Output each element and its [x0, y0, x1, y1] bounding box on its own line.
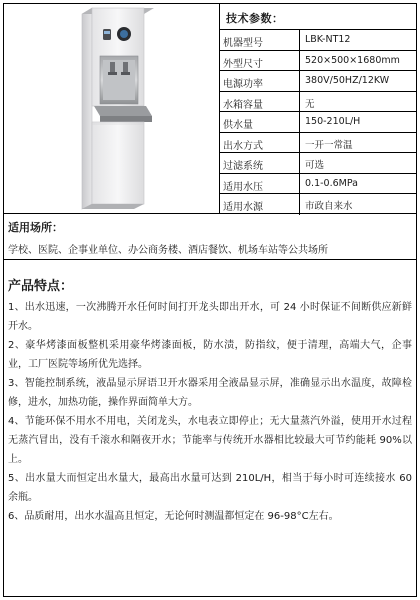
spec-key: 适用水源: [220, 194, 300, 215]
usage-section: [4, 214, 416, 260]
spec-key: 机器型号: [220, 30, 300, 50]
feature-item: 1、出水迅速，一次沸腾开水任何时间打开龙头即出开水，可 24 小时保证不间断供应新鲜开水。: [8, 302, 412, 332]
spec-row: [220, 51, 416, 72]
spec-row: [220, 153, 416, 174]
spec-value: 可选: [305, 160, 325, 171]
spec-key: 电源功率: [220, 71, 300, 91]
water-boiler-illustration: [4, 4, 219, 213]
spec-key: 过滤系统: [220, 153, 300, 173]
product-photo: [4, 4, 220, 214]
spec-key: 适用水压: [220, 174, 300, 194]
spec-value: 380V/50HZ/12KW: [305, 75, 390, 86]
spec-value: 市政自来水: [305, 201, 353, 212]
features-section: [4, 261, 416, 526]
usage-title: 适用场所：: [8, 221, 63, 234]
spec-value: LBK-NT12: [305, 34, 351, 45]
feature-item: 6、品质耐用，出水水温高且恒定，无论何时测温都恒定在 96-98°C左右。: [8, 511, 339, 522]
spec-key: 水箱容量: [220, 92, 300, 112]
spec-key: 出水方式: [220, 133, 300, 153]
spec-row: [220, 133, 416, 154]
feature-item: 4、节能环保不用水不用电，关闭龙头，水电表立即停止；无大量蒸汽外溢，使用开水过程无蒸汽冒出，没有千滚水和隔夜开水；节能率与传统开水器相比较最大可节约能耗 90%以上。: [8, 416, 412, 465]
spec-value: 520×500×1680mm: [305, 54, 400, 66]
spec-key: 供水量: [220, 112, 300, 132]
feature-item: 5、出水量大而恒定出水量大，最高出水量可达到 210L/H，相当于每小时可连续接水 60 余瓶。: [8, 473, 412, 503]
spec-value: 150-210L/H: [305, 116, 361, 127]
usage-text: 学校、医院、企事业单位、办公商务楼、酒店餐饮、机场车站等公共场所: [8, 245, 328, 256]
spec-row: [220, 194, 416, 215]
spec-table: [220, 4, 416, 214]
spec-value: 无: [305, 98, 315, 110]
spec-key: 外型尺寸: [220, 51, 300, 71]
spec-title: 技术参数：: [220, 4, 416, 30]
feature-item: 2、豪华烤漆面板整机采用豪华烤漆面板，防水渍，防指纹，便于清理，高端大气，企事业，工厂医院等场所优先选择。: [8, 340, 412, 370]
spec-value: 一开一常温: [305, 139, 353, 151]
features-title: 产品特点：: [8, 279, 74, 294]
feature-item: 3、智能控制系统，液晶显示屏语卫开水器采用全液晶显示屏，准确显示出水温度，故障检修，进水，加热功能，操作界面简单大方。: [8, 378, 412, 408]
spec-row: [220, 112, 416, 133]
spec-row: [220, 174, 416, 195]
spec-row: [220, 71, 416, 92]
spec-value: 0.1-0.6MPa: [305, 177, 358, 189]
spec-row: [220, 30, 416, 51]
spec-row: [220, 92, 416, 113]
